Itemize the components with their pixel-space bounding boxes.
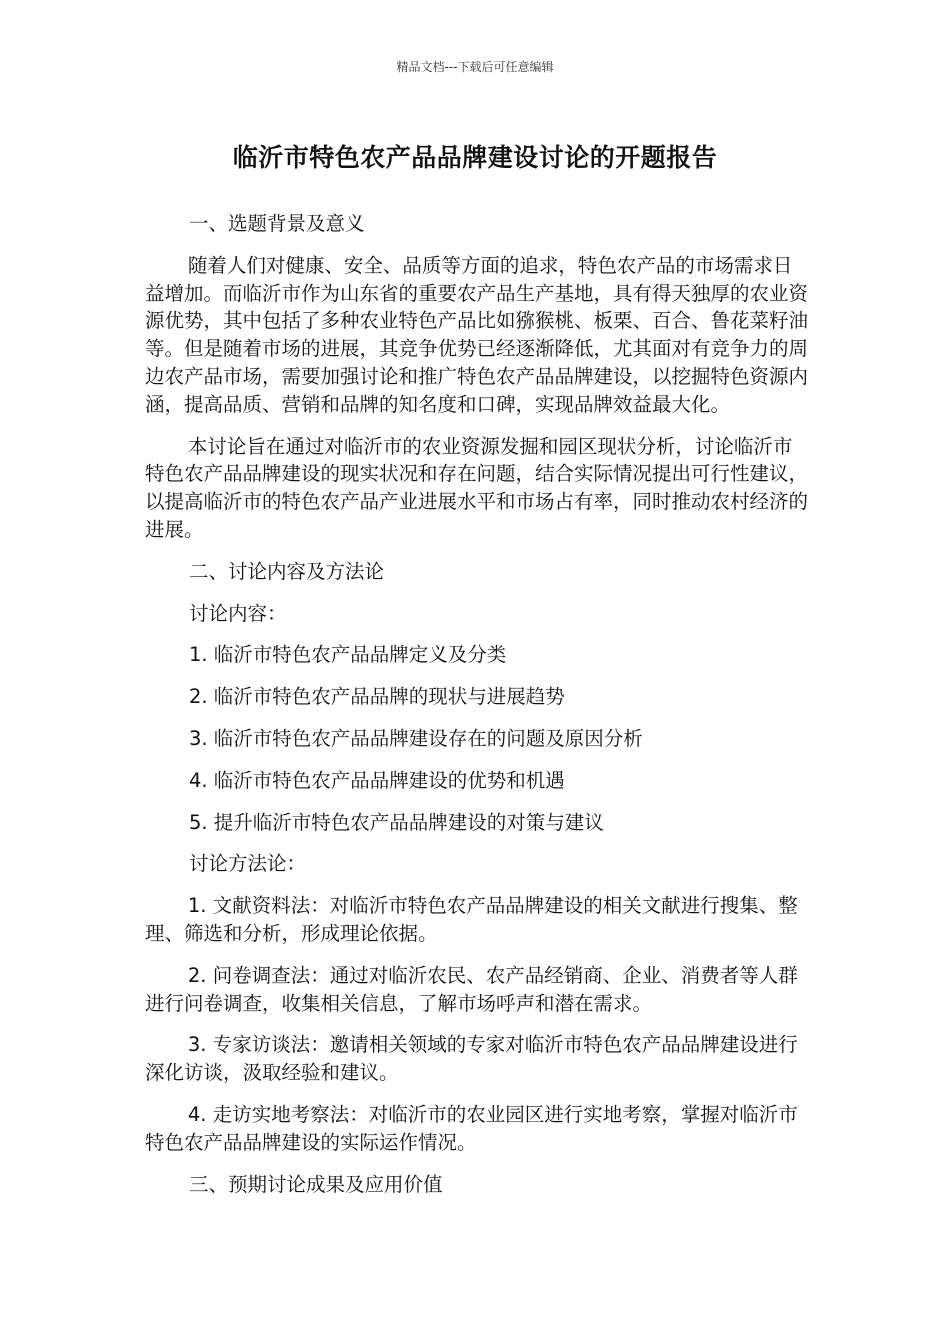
content-item-5: 5. 提升临沂市特色农产品品牌建设的对策与建议 bbox=[189, 810, 604, 834]
document-title: 临沂市特色农产品品牌建设讨论的开题报告 bbox=[232, 143, 718, 172]
content-item-2: 2. 临沂市特色农产品品牌的现状与进展趋势 bbox=[189, 685, 565, 709]
section3-heading: 三、预期讨论成果及应用价值 bbox=[189, 1172, 443, 1196]
content-item-4: 4. 临沂市特色农产品品牌建设的优势和机遇 bbox=[189, 768, 565, 792]
section1-paragraph-2: 本讨论旨在通过对临沂市的农业资源发掘和园区现状分析，讨论临沂市特色农产品品牌建设的现实状况和存在问题，结合实际情况提出可行性建议，以提高临沂市的特色农产品产业进展水平和市场占有率，同时推动农村经济的进展。 bbox=[145, 434, 809, 541]
method-item-1: 1. 文献资料法：对临沂市特色农产品品牌建设的相关文献进行搜集、整理、筛选和分析，形成理论依据。 bbox=[145, 894, 798, 945]
section1-heading: 一、选题背景及意义 bbox=[189, 212, 365, 235]
content-item-1: 1. 临沂市特色农产品品牌定义及分类 bbox=[189, 643, 507, 667]
header-note: 精品文档---下载后可任意编辑 bbox=[396, 60, 554, 74]
method-item-2: 2. 问卷调查法：通过对临沂农民、农产品经销商、企业、消费者等人群进行问卷调查，收集相关信息，了解市场呼声和潜在需求。 bbox=[145, 963, 798, 1015]
content-label: 讨论内容： bbox=[189, 601, 287, 625]
document-body bbox=[145, 210, 810, 1212]
section2-heading: 二、讨论内容及方法论 bbox=[189, 559, 385, 583]
content-item-3: 3. 临沂市特色农产品品牌建设存在的问题及原因分析 bbox=[189, 726, 643, 750]
method-item-3: 3. 专家访谈法：邀请相关领域的专家对临沂市特色农产品品牌建设进行深化访谈，汲取经验和建议。 bbox=[145, 1033, 798, 1085]
method-label: 讨论方法论： bbox=[189, 852, 307, 876]
method-item-4: 4. 走访实地考察法：对临沂市的农业园区进行实地考察，掌握对临沂市特色农产品品牌建设的实际运作情况。 bbox=[145, 1102, 798, 1154]
section1-paragraph-1: 随着人们对健康、安全、品质等方面的追求，特色农产品的市场需求日益增加。而临沂市作为山东省的重要农产品生产基地，具有得天独厚的农业资源优势，其中包括了多种农业特色产品比如猕猴桃、板栗、百合、鲁花菜籽油等。但是随着市场的进展，其竞争优势已经逐渐降低，尤其面对有竞争力的周边农产品市场，需要加强讨论和推广特色农产品品牌建设，以挖掘特色资源内涵，提高品质、营销和品牌的知名度和口碑，实现品牌效益最大化。 bbox=[145, 253, 809, 416]
